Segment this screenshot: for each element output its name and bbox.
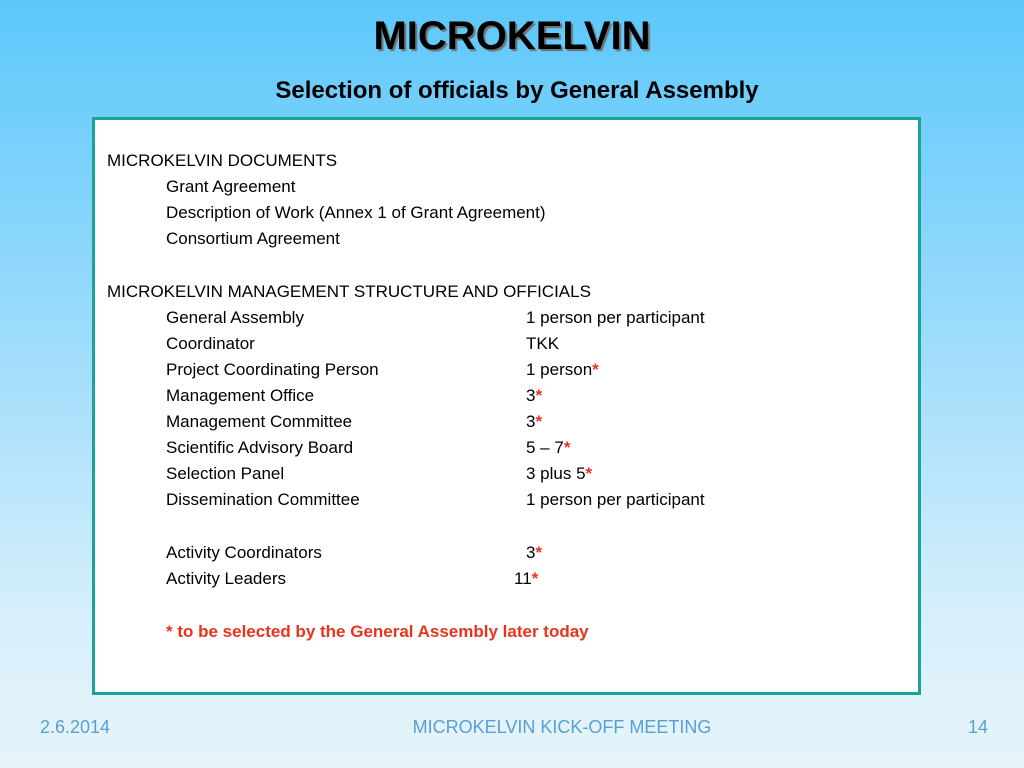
activity-role-value: 3* (526, 543, 543, 562)
asterisk-marker: * (535, 543, 543, 562)
selection-note: * to be selected by the General Assembly later today (166, 622, 589, 641)
document-item: Consortium Agreement (166, 229, 340, 248)
role-value: 1 person* (526, 360, 599, 379)
asterisk-marker: * (585, 464, 593, 483)
role-label: Management Committee (166, 412, 353, 431)
role-value: 3* (526, 412, 543, 431)
role-label: General Assembly (166, 308, 304, 327)
role-value: TKK (526, 334, 560, 353)
role-label: Management Office (166, 386, 315, 405)
footer-page-number: 14 (967, 717, 988, 737)
document-item: Grant Agreement (166, 177, 296, 196)
asterisk-marker: * (535, 386, 543, 405)
asterisk-marker: * (592, 360, 599, 379)
role-value: 1 person per participant (526, 490, 705, 509)
documents-heading: MICROKELVIN DOCUMENTS (107, 151, 338, 170)
asterisk-marker: * (531, 569, 539, 588)
content-box (92, 117, 921, 695)
role-value: 1 person per participant (526, 308, 705, 327)
slide-subtitle: Selection of officials by General Assembly (275, 77, 759, 104)
role-label: Coordinator (166, 334, 255, 353)
asterisk-marker: * (563, 438, 571, 457)
role-value: 3 plus 5* (526, 464, 593, 483)
footer-date: 2.6.2014 (40, 717, 111, 737)
footer-event: MICROKELVIN KICK-OFF MEETING (412, 717, 712, 737)
slide-title: MICROKELVIN (373, 14, 651, 58)
role-label: Selection Panel (166, 464, 285, 483)
management-heading: MICROKELVIN MANAGEMENT STRUCTURE AND OFFICIALS (107, 282, 591, 301)
role-value: 3* (526, 386, 543, 405)
activity-role-value: 11* (514, 569, 539, 588)
role-label: Dissemination Committee (166, 490, 360, 509)
role-value: 5 – 7* (526, 438, 571, 457)
role-label: Scientific Advisory Board (166, 438, 354, 457)
activity-role-label: Activity Coordinators (166, 543, 322, 562)
activity-role-label: Activity Leaders (166, 569, 286, 588)
document-item: Description of Work (Annex 1 of Grant Agreement) (166, 203, 546, 222)
role-label: Project Coordinating Person (166, 360, 379, 379)
asterisk-marker: * (535, 412, 543, 431)
